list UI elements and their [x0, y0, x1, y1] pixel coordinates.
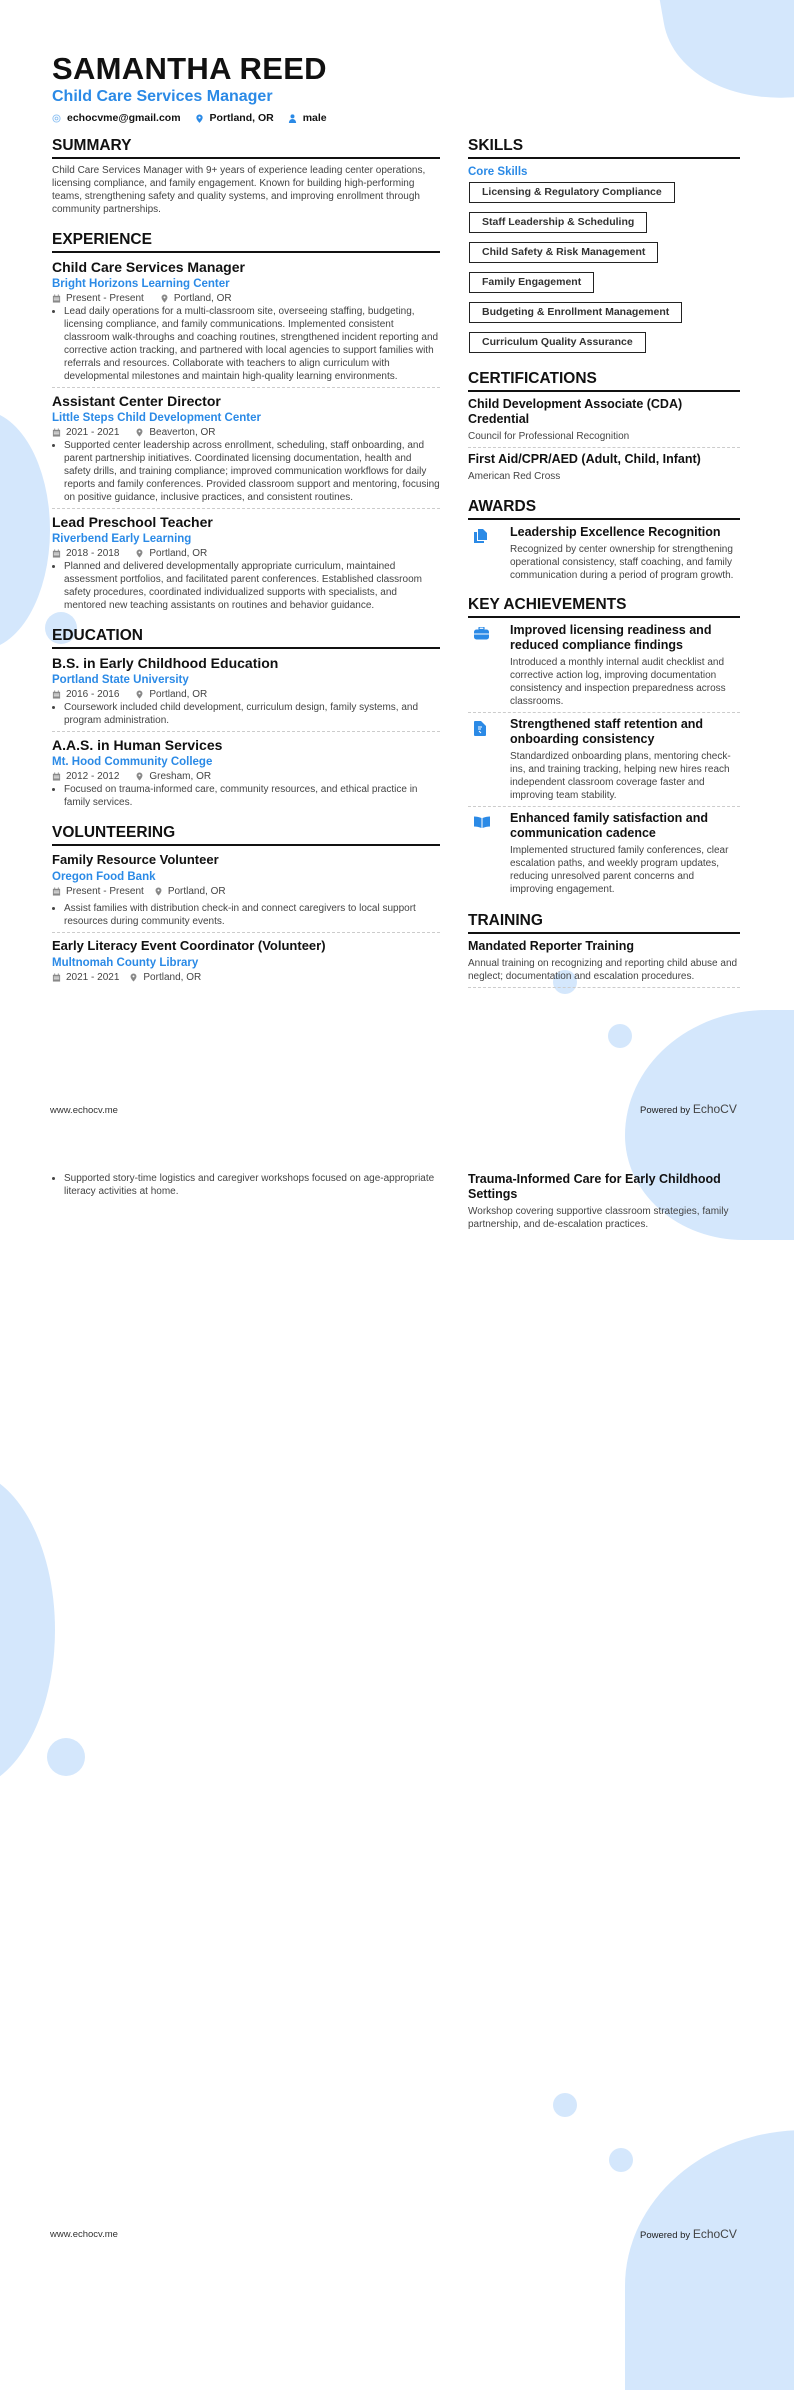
divider [52, 508, 440, 509]
footer-powered-by[interactable] [640, 2227, 737, 2241]
education-dates: 2012 - 2012 [66, 771, 120, 782]
user-icon [288, 114, 297, 123]
powered-by-brand: EchoCV [692, 1102, 737, 1116]
job-dates: 2018 - 2018 [66, 548, 120, 559]
skill-tag: Budgeting & Enrollment Management [469, 302, 682, 323]
employer: Bright Horizons Learning Center [52, 278, 230, 290]
calendar-icon [52, 549, 61, 558]
experience-heading: EXPERIENCE [52, 231, 440, 253]
training-description: Workshop covering supportive classroom strategies, family partnership, and de-escalation practices. [468, 1206, 729, 1230]
education-item [52, 654, 440, 727]
award-title: Leadership Excellence Recognition [510, 525, 721, 539]
job-dates: Present - Present [66, 293, 144, 304]
footer-powered-by[interactable] [640, 1102, 737, 1116]
volunteer-bullet: • Supported story-time logistics and caregiver workshops focused on age-appropriate literacy activities at home. [64, 1172, 440, 1198]
summary-section [52, 137, 440, 216]
briefcase-icon [474, 627, 489, 640]
skills-heading: SKILLS [468, 137, 740, 159]
decor-blob-left-1 [0, 410, 50, 650]
employer: Riverbend Early Learning [52, 533, 192, 545]
skill-tag: Staff Leadership & Scheduling [469, 212, 647, 233]
resume-header [52, 52, 327, 124]
training-description: Annual training on recognizing and reporting child abuse and neglect; documentation and escalation procedures. [468, 958, 738, 982]
job-title: Child Care Services Manager [52, 259, 245, 275]
decor-dot-bottom-2 [609, 2148, 633, 2172]
training-title: Trauma-Informed Care for Early Childhood Settings [468, 1172, 721, 1201]
calendar-icon [52, 690, 61, 699]
calendar-icon [52, 428, 61, 437]
powered-by-brand: EchoCV [692, 2227, 737, 2241]
divider [468, 712, 740, 713]
achievement-item [468, 717, 740, 802]
experience-item [52, 258, 440, 383]
achievement-description: Standardized onboarding plans, mentoring check-ins, and training tracking, helping new hires reach independent classroom coverage faster and improving team stability. [510, 751, 731, 801]
skill-tag: Family Engagement [469, 272, 594, 293]
map-pin-icon [129, 973, 138, 982]
copy-icon [474, 529, 487, 543]
training-section [468, 912, 740, 988]
decor-dot-bottom-1 [553, 2093, 577, 2117]
achievement-title: Enhanced family satisfaction and communication cadence [510, 811, 708, 840]
experience-item [52, 392, 440, 504]
job-meta [52, 426, 440, 439]
skills-section [468, 137, 740, 362]
volunteer-role: Early Literacy Event Coordinator (Volunteer) [52, 938, 326, 953]
calendar-icon [52, 294, 61, 303]
powered-by-label: Powered by [640, 2230, 691, 2241]
education-bullet: • Coursework included child development, curriculum design, family systems, and program administration. [64, 701, 440, 727]
achievement-description: Introduced a monthly internal audit checklist and corrective action log, improving documentation consistency and inspection preparedness across classrooms. [510, 657, 726, 707]
calendar-icon [52, 887, 61, 896]
divider [468, 806, 740, 807]
training-title: Mandated Reporter Training [468, 939, 634, 953]
decor-blob-left-2 [0, 1470, 55, 1790]
certification-issuer: American Red Cross [468, 471, 561, 482]
education-meta [52, 688, 440, 701]
gender-text: male [302, 112, 327, 124]
job-location: Portland, OR [149, 548, 208, 559]
education-section [52, 627, 440, 809]
degree: A.A.S. in Human Services [52, 737, 223, 753]
decor-dot-left-2 [47, 1738, 85, 1776]
skill-tag: Licensing & Regulatory Compliance [469, 182, 675, 203]
volunteer-dates: 2021 - 2021 [66, 972, 120, 983]
right-column-continued [468, 1172, 740, 1231]
certification-issuer: Council for Professional Recognition [468, 431, 630, 442]
divider [52, 731, 440, 732]
certification-name: Child Development Associate (CDA) Credential [468, 397, 683, 426]
volunteer-meta [52, 885, 440, 898]
contact-email[interactable] [52, 112, 181, 124]
job-bullet: • Planned and delivered developmentally appropriate curriculum, maintained assessment portfolios, and facilitated parent conferences. Established classroom safety procedures, coordinated individualized supports with specialists, and mentored new teaching assistants on routines and behavior guidance. [64, 560, 440, 612]
job-bullets [52, 305, 440, 383]
map-pin-icon [154, 887, 163, 896]
awards-heading: AWARDS [468, 498, 740, 520]
job-bullet: • Lead daily operations for a multi-classroom site, overseeing staffing, budgeting, licensing compliance, and family communications. Implemented consistent classroom walk-throughs and coaching routines, strengthened incident reporting and corrective action tracking, and partnered with local agencies to support families with referrals and resources. Collaborate with teachers to align curriculum with developmental milestones and maintain high-quality learning environments. [64, 305, 440, 383]
map-pin-icon [160, 294, 169, 303]
job-title: Assistant Center Director [52, 393, 221, 409]
volunteer-meta [52, 971, 440, 984]
at-icon [52, 114, 61, 123]
employer: Little Steps Child Development Center [52, 412, 261, 424]
decor-dot-mid-2 [608, 1024, 632, 1048]
calendar-icon [52, 973, 61, 982]
volunteer-bullets [52, 902, 440, 928]
skills-list [468, 182, 740, 362]
volunteer-location: Portland, OR [143, 972, 202, 983]
education-heading: EDUCATION [52, 627, 440, 649]
contact-gender [288, 112, 327, 124]
powered-by-label: Powered by [640, 1105, 691, 1116]
divider [52, 932, 440, 933]
achievement-title: Strengthened staff retention and onboarding consistency [510, 717, 704, 746]
job-bullets [52, 560, 440, 612]
contact-list [52, 112, 327, 124]
calendar-icon [52, 772, 61, 781]
footer-website[interactable]: www.echocv.me [50, 2229, 118, 2240]
volunteer-org: Multnomah County Library [52, 957, 199, 969]
location-text: Portland, OR [209, 112, 274, 124]
job-bullet: • Supported center leadership across enrollment, scheduling, staff onboarding, and parent partnership initiatives. Coordinated licensing documentation, health and safety drills, and training compliance; improved communication workflows for daily reports and family conferences. Provided classroom support and mentoring, focusing on positive guidance, inclusive practices, and consistent routines. [64, 439, 440, 504]
school: Portland State University [52, 674, 189, 686]
summary-heading: SUMMARY [52, 137, 440, 159]
certifications-heading: CERTIFICATIONS [468, 370, 740, 392]
right-column [468, 137, 740, 992]
award-item [468, 525, 740, 582]
achievement-title: Improved licensing readiness and reduced compliance findings [510, 623, 712, 652]
achievement-description: Implemented structured family conferences, clear escalation paths, and weekly program updates, reducing unresolved parent concerns and improving engagement. [510, 845, 729, 895]
achievements-heading: KEY ACHIEVEMENTS [468, 596, 740, 618]
award-description: Recognized by center ownership for strengthening operational consistency, staff coaching, and family communication during a period of program growth. [510, 544, 734, 581]
volunteer-bullets [52, 1172, 440, 1198]
education-item [52, 736, 440, 809]
volunteer-dates: Present - Present [66, 886, 144, 897]
volunteer-item [52, 851, 440, 928]
volunteer-location: Portland, OR [167, 886, 226, 897]
volunteer-bullet: • Assist families with distribution check-in and connect caregivers to local support resources during community events. [64, 902, 440, 928]
footer-website[interactable]: www.echocv.me [50, 1105, 118, 1116]
achievement-item [468, 811, 740, 896]
contact-location [195, 112, 274, 124]
book-open-icon [474, 816, 490, 828]
decor-blob-bottom-right [625, 2130, 794, 2390]
file-icon [474, 721, 486, 736]
skill-tag: Child Safety & Risk Management [469, 242, 658, 263]
left-column-continued [52, 1172, 440, 1198]
skills-subheading: Core Skills [468, 166, 528, 178]
education-location: Portland, OR [149, 689, 208, 700]
experience-section [52, 231, 440, 612]
summary-text: Child Care Services Manager with 9+ years of experience leading center operations, licensing compliance, and family engagement. Known for building high-performing teams, strengthening safety and quality systems, and improving enrollment through community partnerships. [52, 165, 426, 215]
education-meta [52, 770, 440, 783]
job-location: Portland, OR [173, 293, 232, 304]
achievements-section [468, 596, 740, 896]
divider [468, 987, 740, 988]
certifications-section [468, 370, 740, 483]
experience-item [52, 513, 440, 612]
volunteer-org: Oregon Food Bank [52, 871, 156, 883]
decor-blob-top-right [653, 0, 794, 118]
education-location: Gresham, OR [149, 771, 212, 782]
education-bullets [52, 701, 440, 727]
skill-tag: Curriculum Quality Assurance [469, 332, 646, 353]
left-column [52, 137, 440, 984]
education-dates: 2016 - 2016 [66, 689, 120, 700]
awards-section [468, 498, 740, 582]
education-bullets [52, 783, 440, 809]
achievement-item [468, 623, 740, 708]
candidate-title: Child Care Services Manager [52, 88, 273, 105]
degree: B.S. in Early Childhood Education [52, 655, 279, 671]
job-bullets [52, 439, 440, 504]
job-dates: 2021 - 2021 [66, 427, 120, 438]
training-heading: TRAINING [468, 912, 740, 934]
map-pin-icon [135, 772, 144, 781]
job-meta [52, 292, 440, 305]
school: Mt. Hood Community College [52, 756, 213, 768]
volunteering-heading: VOLUNTEERING [52, 824, 440, 846]
job-title: Lead Preschool Teacher [52, 514, 213, 530]
map-pin-icon [195, 114, 204, 123]
map-pin-icon [135, 428, 144, 437]
map-pin-icon [135, 690, 144, 699]
divider [468, 447, 740, 448]
map-pin-icon [135, 549, 144, 558]
education-bullet: • Focused on trauma-informed care, community resources, and ethical practice in family services. [64, 783, 440, 809]
candidate-name: SAMANTHA REED [52, 51, 327, 86]
email-text: echocvme@gmail.com [67, 112, 181, 124]
job-location: Beaverton, OR [149, 427, 216, 438]
volunteer-role: Family Resource Volunteer [52, 852, 219, 867]
divider [52, 387, 440, 388]
volunteer-item [52, 937, 440, 984]
certification-name: First Aid/CPR/AED (Adult, Child, Infant) [468, 452, 701, 466]
job-meta [52, 547, 440, 560]
volunteering-section [52, 824, 440, 984]
